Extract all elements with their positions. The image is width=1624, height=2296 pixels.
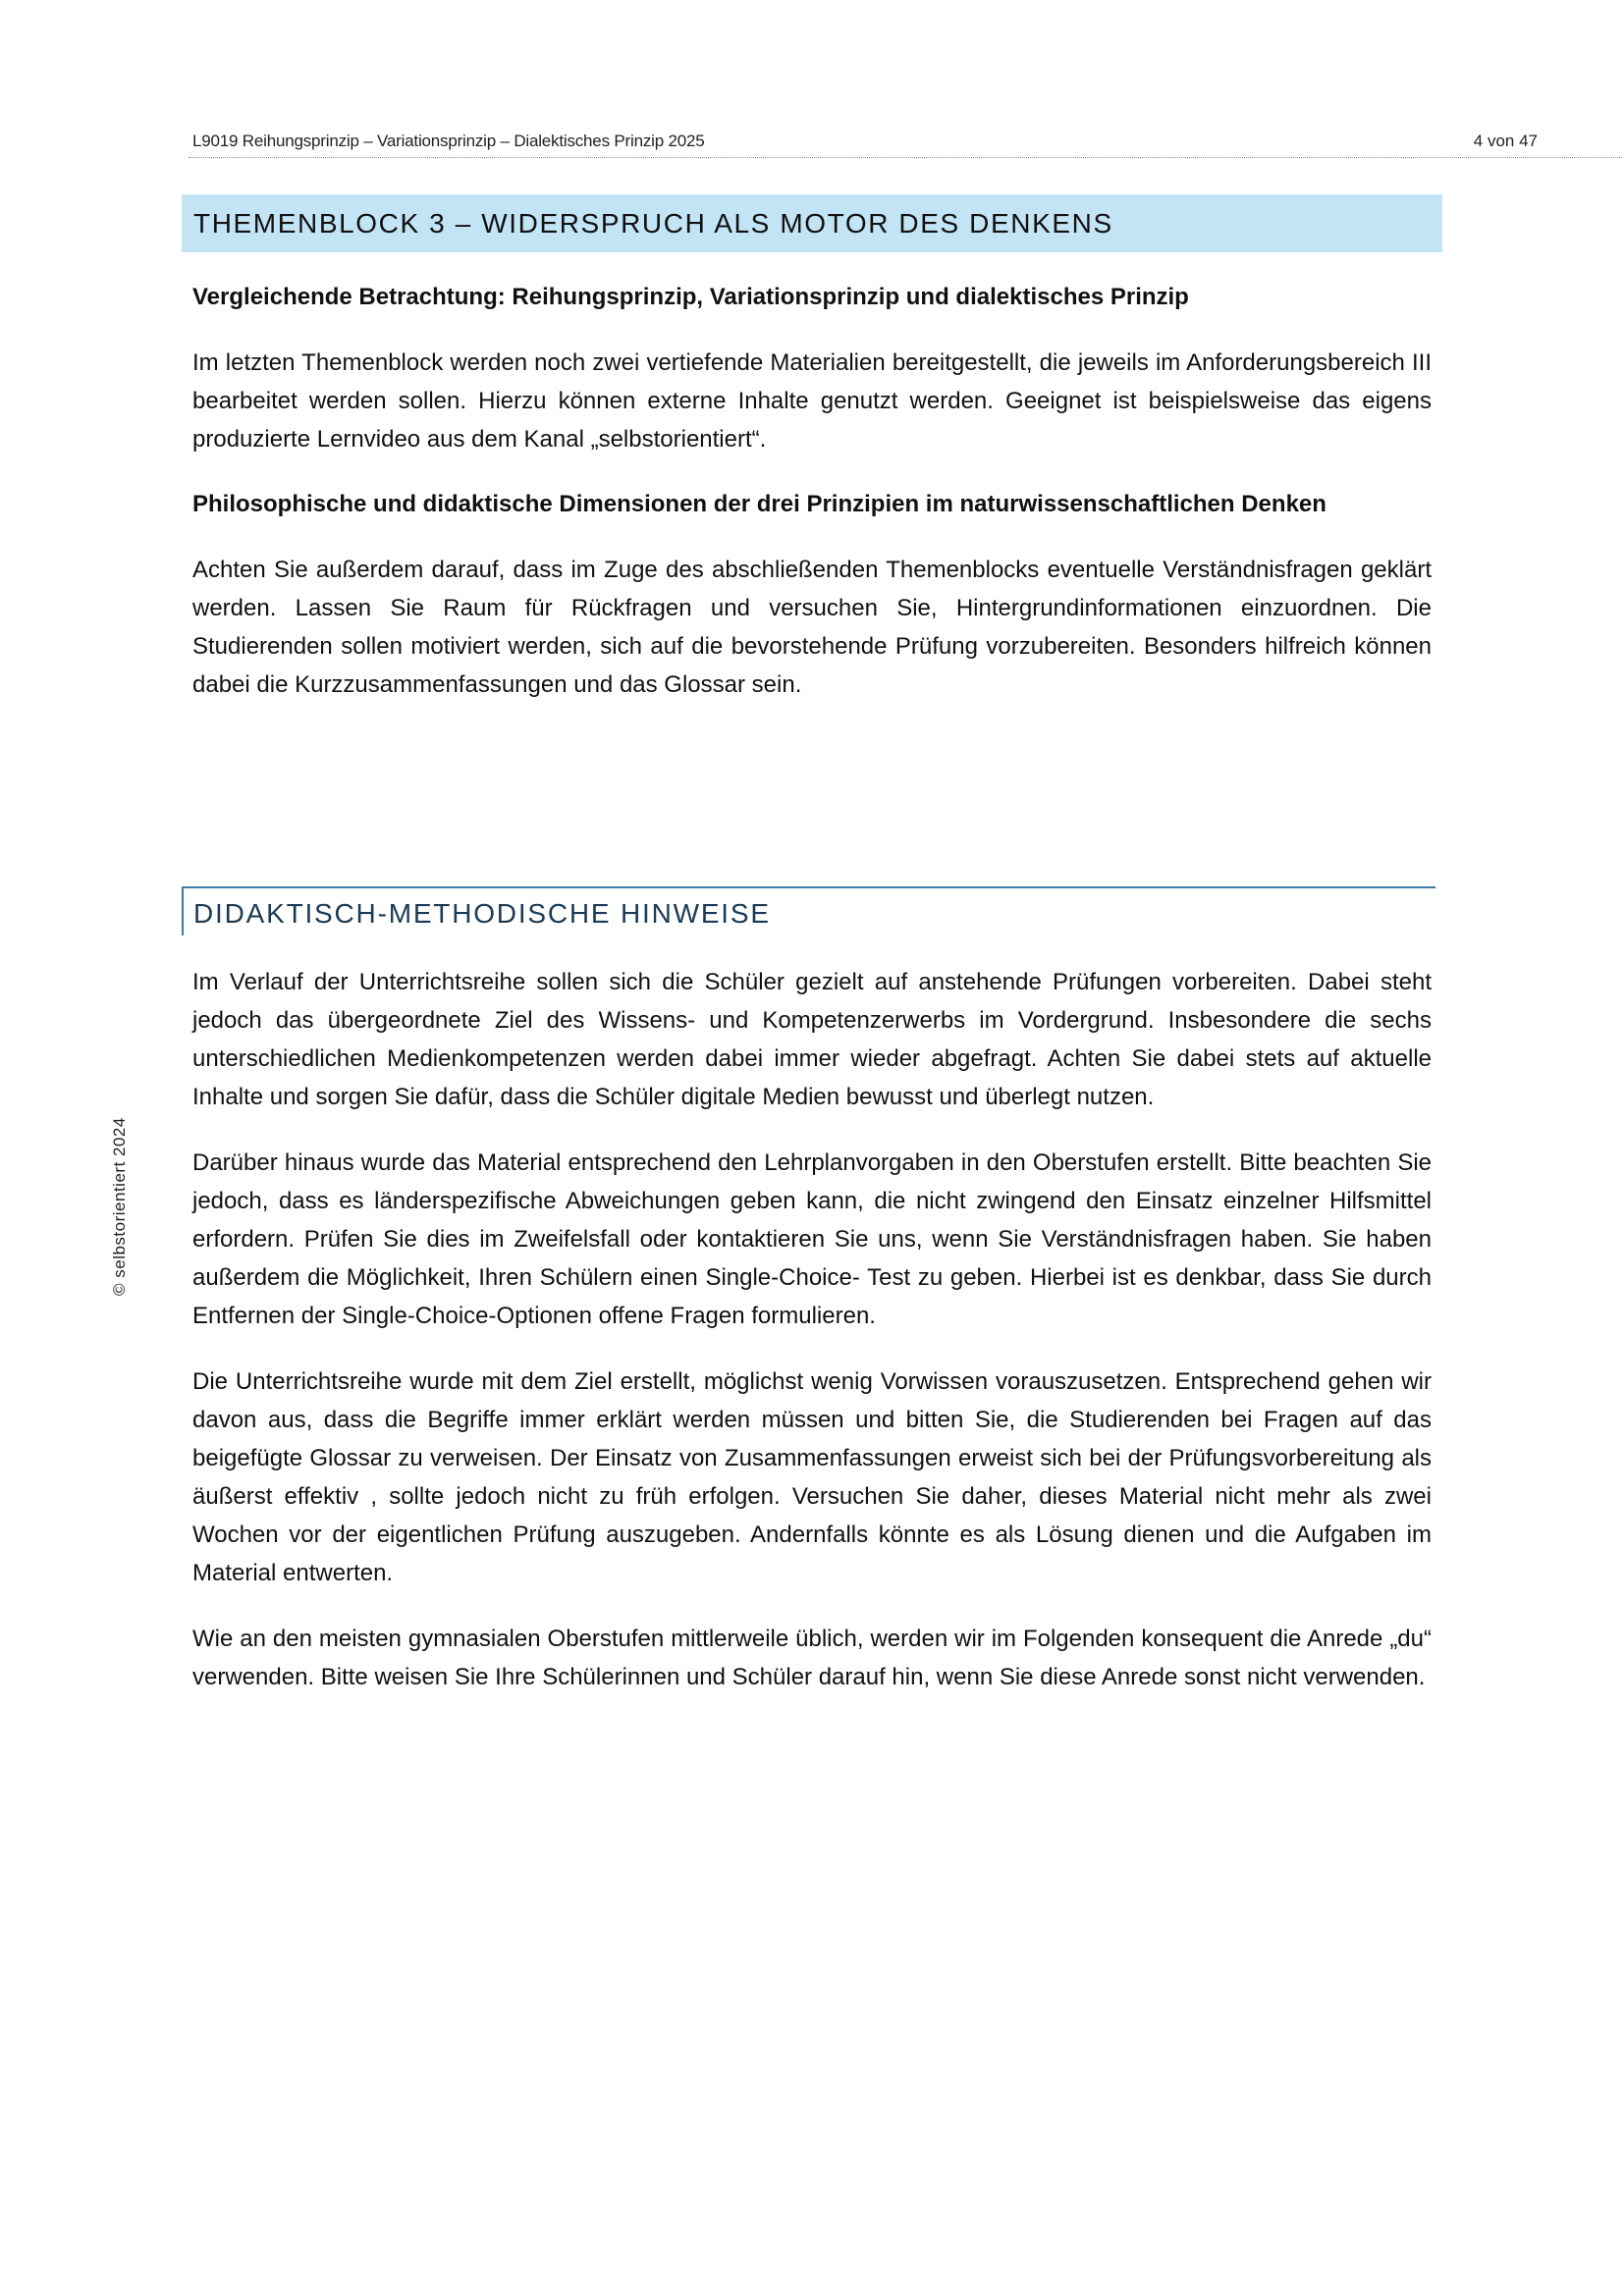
themenblock-title: THEMENBLOCK 3 – WIDERSPRUCH ALS MOTOR DES DENKENS <box>193 208 1113 239</box>
hinweise-content <box>192 963 1432 1696</box>
hinweise-paragraph: Darüber hinaus wurde das Material entsprechend den Lehrplanvorgaben in den Oberstufen erstellt. Bitte beachten Sie jedoch, dass es länderspezifische Abweichungen geben kann, die nicht zwingend den Einsatz einzelner Hilfsmittel erfordern. Prüfen Sie dies im Zweifelsfall oder kontaktieren Sie uns, wenn Sie Verständnisfragen haben. Sie haben außerdem die Möglichkeit, Ihren Schülern einen Single-Choice- Test zu geben. Hierbei ist es denkbar, dass Sie durch Entfernen der Single-Choice-Optionen offene Fragen formulieren. <box>192 1149 1432 1329</box>
subheading-philosophische-dimensionen: Philosophische und didaktische Dimensionen der drei Prinzipien im naturwissenschaftlichen Denken <box>192 491 1326 517</box>
subheading-vergleichende-betrachtung: Vergleichende Betrachtung: Reihungsprinzip, Variationsprinzip und dialektisches Prinzip <box>192 284 1189 310</box>
paragraph-materialien: Im letzten Themenblock werden noch zwei vertiefende Materialien bereitgestellt, die jeweils im Anforderungsbereich III bearbeitet werden sollen. Hierzu können externe Inhalte genutzt werden. Geeignet ist beispielsweise das eigens produzierte Lernvideo aus dem Kanal „selbstorientiert“. <box>192 349 1432 453</box>
page-header <box>189 130 1622 158</box>
hinweise-paragraph: Wie an den meisten gymnasialen Oberstufen mittlerweile üblich, werden wir im Folgenden konsequent die Anrede „du“ verwenden. Bitte weisen Sie Ihre Schülerinnen und Schüler darauf hin, wenn Sie diese Anrede sonst nicht verwenden. <box>192 1626 1432 1690</box>
copyright-notice: © selbstorientiert 2024 <box>110 1117 129 1296</box>
themenblock-content <box>192 278 1432 704</box>
themenblock-heading <box>182 194 1442 252</box>
page-number: 4 von 47 <box>1473 132 1538 150</box>
document-title: L9019 Reihungsprinzip – Variationsprinzip – Dialektisches Prinzip 2025 <box>192 132 705 150</box>
hinweise-paragraph: Die Unterrichtsreihe wurde mit dem Ziel erstellt, möglichst wenig Vorwissen vorauszusetzen. Entsprechend gehen wir davon aus, dass die Begriffe immer erklärt werden müssen und bitten Sie, die Studierenden bei Fragen auf das beigefügte Glossar zu verweisen. Der Einsatz von Zusammenfassungen erweist sich bei der Prüfungsvorbereitung als äußerst effektiv , sollte jedoch nicht zu früh erfolgen. Versuchen Sie daher, dieses Material nicht mehr als zwei Wochen vor der eigentlichen Prüfung auszugeben. Andernfalls könnte es als Lösung dienen und die Aufgaben im Material entwerten. <box>192 1368 1432 1586</box>
hinweise-heading <box>182 886 1435 935</box>
hinweise-title: DIDAKTISCH-METHODISCHE HINWEISE <box>193 898 771 929</box>
paragraph-verstaendnisfragen: Achten Sie außerdem darauf, dass im Zuge des abschließenden Themenblocks eventuelle Verständnisfragen geklärt werden. Lassen Sie Raum für Rückfragen und versuchen Sie, Hintergrundinformationen einzuordnen. Die Studierenden sollen motiviert werden, sich auf die bevorstehende Prüfung vorzubereiten. Besonders hilfreich können dabei die Kurzzusammenfassungen und das Glossar sein. <box>192 557 1432 698</box>
hinweise-paragraph: Im Verlauf der Unterrichtsreihe sollen sich die Schüler gezielt auf anstehende Prüfungen vorbereiten. Dabei steht jedoch das übergeordnete Ziel des Wissens- und Kompetenzerwerbs im Vordergrund. Insbesondere die sechs unterschiedlichen Medienkompetenzen werden dabei immer wieder abgefragt. Achten Sie dabei stets auf aktuelle Inhalte und sorgen Sie dafür, dass die Schüler digitale Medien bewusst und überlegt nutzen. <box>192 969 1432 1110</box>
